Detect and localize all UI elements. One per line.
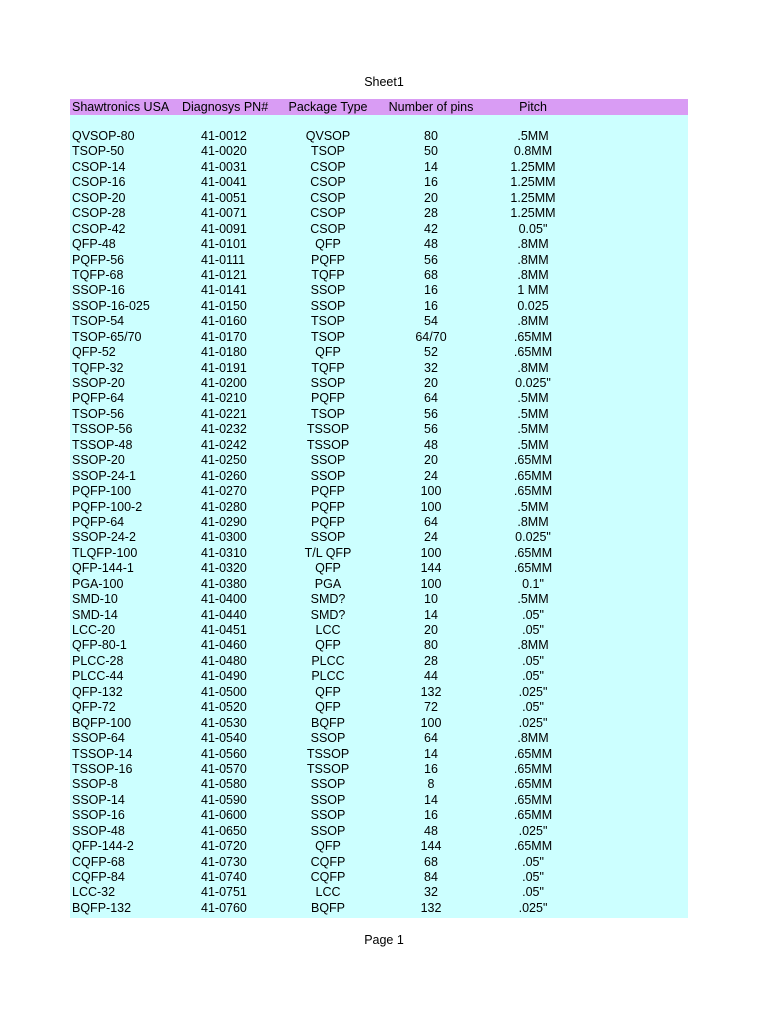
cell-diagnosys-pn: 41-0520 [201, 700, 247, 715]
table-row: TSOP-56 41-0221 TSOP 56 .5MM [72, 406, 549, 421]
cell-shawtronics-usa: TSSOP-56 [72, 422, 133, 437]
table-row: LCC-32 41-0751 LCC 32 .05" [72, 885, 544, 900]
cell-shawtronics-usa: SSOP-16 [72, 283, 125, 298]
cell-shawtronics-usa: SSOP-16 [72, 808, 125, 823]
table-row: CSOP-20 41-0051 CSOP 20 1.25MM [72, 190, 556, 205]
table-row: SSOP-16-025 41-0150 SSOP 16 0.025 [72, 298, 549, 313]
table-row: BQFP-100 41-0530 BQFP 100 .025" [72, 715, 548, 730]
cell-shawtronics-usa: SMD-10 [72, 592, 118, 607]
table-row: QFP-48 41-0101 QFP 48 .8MM [72, 237, 549, 252]
cell-diagnosys-pn: 41-0020 [201, 144, 247, 159]
cell-shawtronics-usa: QFP-144-2 [72, 839, 134, 854]
table-row: PQFP-64 41-0290 PQFP 64 .8MM [72, 514, 549, 529]
cell-diagnosys-pn: 41-0191 [201, 360, 247, 375]
cell-diagnosys-pn: 41-0560 [201, 746, 247, 761]
cell-shawtronics-usa: QFP-80-1 [72, 638, 127, 653]
cell-diagnosys-pn: 41-0740 [201, 870, 247, 884]
cell-shawtronics-usa: SMD-14 [72, 607, 118, 622]
table-row: TQFP-32 41-0191 TQFP 32 .8MM [72, 360, 549, 375]
cell-shawtronics-usa: QFP-144-1 [72, 561, 134, 576]
cell-diagnosys-pn: 41-0250 [201, 453, 247, 468]
cell-diagnosys-pn: 41-0580 [201, 777, 247, 792]
cell-shawtronics-usa: PQFP-100 [72, 484, 132, 499]
table-row: CSOP-28 41-0071 CSOP 28 1.25MM [72, 206, 556, 221]
table-row: QFP-144-2 41-0720 QFP 144 .65MM [72, 839, 553, 854]
cell-shawtronics-usa: TQFP-32 [72, 360, 124, 375]
table-row: QFP-72 41-0520 QFP 72 .05" [72, 700, 544, 715]
cell-shawtronics-usa: SSOP-20 [72, 376, 125, 390]
table-row: CSOP-16 41-0041 CSOP 16 1.25MM [72, 175, 556, 190]
table-row: QFP-144-1 41-0320 QFP 144 .65MM [72, 561, 553, 576]
cell-shawtronics-usa: PLCC-28 [72, 653, 124, 668]
cell-shawtronics-usa: TSOP-56 [72, 406, 125, 421]
cell-diagnosys-pn: 41-0150 [201, 298, 247, 313]
cell-diagnosys-pn: 41-0242 [201, 437, 247, 452]
cell-shawtronics-usa: LCC-32 [72, 885, 116, 900]
table-row: TSSOP-16 41-0570 TSSOP 16 .65MM [72, 761, 553, 776]
cell-shawtronics-usa: SSOP-14 [72, 792, 125, 807]
cell-diagnosys-pn: 41-0760 [201, 900, 247, 915]
table-row: CSOP-42 41-0091 CSOP 42 0.05" [72, 221, 548, 236]
cell-diagnosys-pn: 41-0111 [201, 252, 246, 267]
table-row: PLCC-44 41-0490 PLCC 44 .05" [72, 669, 544, 684]
cell-shawtronics-usa: TSOP-65/70 [72, 329, 142, 344]
cell-shawtronics-usa: SSOP-8 [72, 777, 118, 792]
table-header: Shawtronics USA Diagnosys PN# Package Type Number of pins Pitch [70, 99, 688, 115]
table-row: QFP-52 41-0180 QFP 52 .65MM [72, 345, 553, 360]
header-shawtronics-usa: Shawtronics USA [72, 100, 170, 114]
cell-shawtronics-usa: TSOP-50 [72, 144, 125, 159]
cell-shawtronics-usa: SSOP-24-2 [72, 530, 136, 545]
table-row: SSOP-14 41-0590 SSOP 14 .65MM [72, 792, 553, 807]
table-row: PQFP-100-2 41-0280 PQFP 100 .5MM [72, 499, 549, 514]
cell-diagnosys-pn: 41-0121 [201, 267, 247, 282]
cell-diagnosys-pn: 41-0530 [201, 715, 247, 730]
cell-diagnosys-pn: 41-0480 [201, 653, 247, 668]
cell-shawtronics-usa: SSOP-20 [72, 453, 125, 468]
cell-diagnosys-pn: 41-0460 [201, 638, 247, 653]
sheet-title: Sheet1 [364, 75, 404, 89]
table-row: SSOP-20 41-0250 SSOP 20 .65MM [72, 453, 553, 468]
cell-shawtronics-usa: QFP-52 [72, 345, 116, 360]
cell-diagnosys-pn: 41-0751 [201, 885, 247, 900]
table-row: QFP-80-1 41-0460 QFP 80 .8MM [72, 638, 549, 653]
cell-shawtronics-usa: SSOP-48 [72, 823, 125, 838]
cell-diagnosys-pn: 41-0440 [201, 607, 247, 622]
table-row: SSOP-24-1 41-0260 SSOP 24 .65MM [72, 468, 553, 483]
cell-shawtronics-usa: TSOP-54 [72, 314, 125, 329]
cell-shawtronics-usa: CQFP-84 [72, 870, 125, 884]
cell-diagnosys-pn: 41-0160 [201, 314, 247, 329]
cell-diagnosys-pn: 41-0210 [201, 391, 247, 406]
table-row: TSOP-54 41-0160 TSOP 54 .8MM [72, 314, 549, 329]
table-row: QVSOP-80 41-0012 QVSOP 80 .5MM [72, 129, 549, 143]
cell-shawtronics-usa: PLCC-44 [72, 669, 124, 684]
cell-diagnosys-pn: 41-0270 [201, 484, 247, 499]
table-row: PQFP-100 41-0270 PQFP 100 .65MM [72, 484, 553, 499]
cell-shawtronics-usa: CSOP-20 [72, 190, 126, 205]
cell-diagnosys-pn: 41-0650 [201, 823, 247, 838]
cell-shawtronics-usa: SSOP-24-1 [72, 468, 136, 483]
table-row: SMD-14 41-0440 SMD? 14 .05" [72, 607, 544, 622]
cell-diagnosys-pn: 41-0260 [201, 468, 247, 483]
cell-shawtronics-usa: TSSOP-48 [72, 437, 133, 452]
table-row: TSSOP-56 41-0232 TSSOP 56 .5MM [72, 422, 549, 437]
cell-shawtronics-usa: SSOP-64 [72, 731, 125, 746]
cell-diagnosys-pn: 41-0490 [201, 669, 247, 684]
cell-diagnosys-pn: 41-0051 [201, 190, 247, 205]
table-row: CQFP-68 41-0730 CQFP 68 .05" [72, 854, 544, 869]
cell-diagnosys-pn: 41-0400 [201, 592, 247, 607]
table-row: LCC-20 41-0451 LCC 20 .05" [72, 623, 544, 637]
cell-shawtronics-usa: PQFP-64 [72, 514, 125, 529]
table-row: QFP-132 41-0500 QFP 132 .025" [72, 684, 548, 699]
cell-shawtronics-usa: QVSOP-80 [72, 129, 135, 143]
cell-shawtronics-usa: BQFP-100 [72, 715, 132, 730]
cell-diagnosys-pn: 41-0380 [201, 576, 247, 591]
cell-diagnosys-pn: 41-0200 [201, 376, 247, 390]
table-row: TSSOP-14 41-0560 TSSOP 14 .65MM [72, 746, 553, 761]
cell-diagnosys-pn: 41-0540 [201, 731, 247, 746]
table-row: PQFP-64 41-0210 PQFP 64 .5MM [72, 391, 549, 406]
cell-shawtronics-usa: QFP-72 [72, 700, 116, 715]
cell-shawtronics-usa: BQFP-132 [72, 900, 132, 915]
cell-shawtronics-usa: CSOP-16 [72, 175, 126, 190]
cell-shawtronics-usa: CQFP-68 [72, 854, 125, 869]
cell-shawtronics-usa: CSOP-14 [72, 159, 126, 174]
cell-shawtronics-usa: TSSOP-14 [72, 746, 133, 761]
table-row: CQFP-84 41-0740 CQFP 84 .05" [72, 870, 544, 884]
table-row: SSOP-48 41-0650 SSOP 48 .025" [72, 823, 548, 838]
cell-shawtronics-usa: TLQFP-100 [72, 545, 138, 560]
page-footer: Page 1 [364, 933, 404, 947]
table-row: SSOP-24-2 41-0300 SSOP 24 0.025" [72, 530, 551, 545]
cell-shawtronics-usa: CSOP-28 [72, 206, 126, 221]
cell-diagnosys-pn: 41-0012 [201, 129, 247, 143]
cell-diagnosys-pn: 41-0091 [201, 221, 247, 236]
cell-shawtronics-usa: QFP-132 [72, 684, 123, 699]
cell-shawtronics-usa: PQFP-56 [72, 252, 125, 267]
table-body [70, 129, 688, 916]
cell-diagnosys-pn: 41-0570 [201, 761, 247, 776]
cell-diagnosys-pn: 41-0071 [201, 206, 247, 221]
cell-diagnosys-pn: 41-0600 [201, 808, 247, 823]
table-row: SSOP-8 41-0580 SSOP 8 .65MM [72, 777, 553, 792]
cell-shawtronics-usa: QFP-48 [72, 237, 116, 252]
table-row: TSOP-65/70 41-0170 TSOP 64/70 .65MM [72, 329, 553, 344]
cell-diagnosys-pn: 41-0141 [201, 283, 247, 298]
table-row: TQFP-68 41-0121 TQFP 68 .8MM [72, 267, 549, 282]
cell-diagnosys-pn: 41-0300 [201, 530, 247, 545]
cell-diagnosys-pn: 41-0041 [201, 175, 247, 190]
cell-diagnosys-pn: 41-0500 [201, 684, 247, 699]
table-row: CSOP-14 41-0031 CSOP 14 1.25MM [72, 159, 556, 174]
table-row: SSOP-16 41-0600 SSOP 16 .65MM [72, 808, 553, 823]
table-row: TLQFP-100 41-0310 T/L QFP 100 .65MM [72, 545, 553, 560]
cell-diagnosys-pn: 41-0730 [201, 854, 247, 869]
cell-shawtronics-usa: SSOP-16-025 [72, 298, 150, 313]
table-row: TSOP-50 41-0020 TSOP 50 0.8MM [72, 144, 553, 159]
cell-shawtronics-usa: PQFP-64 [72, 391, 125, 406]
cell-diagnosys-pn: 41-0280 [201, 499, 247, 514]
cell-diagnosys-pn: 41-0221 [201, 406, 247, 421]
table-row: BQFP-132 41-0760 BQFP 132 .025" [72, 900, 548, 915]
table-row: TSSOP-48 41-0242 TSSOP 48 .5MM [72, 437, 549, 452]
cell-shawtronics-usa: CSOP-42 [72, 221, 126, 236]
table-row: SSOP-64 41-0540 SSOP 64 .8MM [72, 731, 549, 746]
table-row: SMD-10 41-0400 SMD? 10 .5MM [72, 592, 549, 607]
table-row: SSOP-20 41-0200 SSOP 20 0.025" [72, 376, 551, 390]
cell-diagnosys-pn: 41-0101 [201, 237, 247, 252]
cell-diagnosys-pn: 41-0170 [201, 329, 247, 344]
table-row: SSOP-16 41-0141 SSOP 16 1 MM [72, 283, 549, 298]
cell-diagnosys-pn: 41-0451 [201, 623, 247, 637]
cell-diagnosys-pn: 41-0031 [201, 159, 247, 174]
table-row: PQFP-56 41-0111 PQFP 56 .8MM [72, 252, 549, 267]
cell-diagnosys-pn: 41-0310 [201, 545, 247, 560]
cell-diagnosys-pn: 41-0290 [201, 514, 247, 529]
cell-diagnosys-pn: 41-0180 [201, 345, 247, 360]
cell-shawtronics-usa: TQFP-68 [72, 267, 124, 282]
cell-diagnosys-pn: 41-0590 [201, 792, 247, 807]
cell-shawtronics-usa: TSSOP-16 [72, 761, 133, 776]
cell-diagnosys-pn: 41-0720 [201, 839, 247, 854]
header-diagnosys-pn: Diagnosys PN# [182, 100, 269, 114]
cell-shawtronics-usa: LCC-20 [72, 623, 116, 637]
cell-diagnosys-pn: 41-0232 [201, 422, 247, 437]
cell-diagnosys-pn: 41-0320 [201, 561, 247, 576]
table-row: PGA-100 41-0380 PGA 100 0.1" [72, 576, 544, 591]
cell-shawtronics-usa: PQFP-100-2 [72, 499, 143, 514]
cell-shawtronics-usa: PGA-100 [72, 576, 124, 591]
table-row: PLCC-28 41-0480 PLCC 28 .05" [72, 653, 544, 668]
